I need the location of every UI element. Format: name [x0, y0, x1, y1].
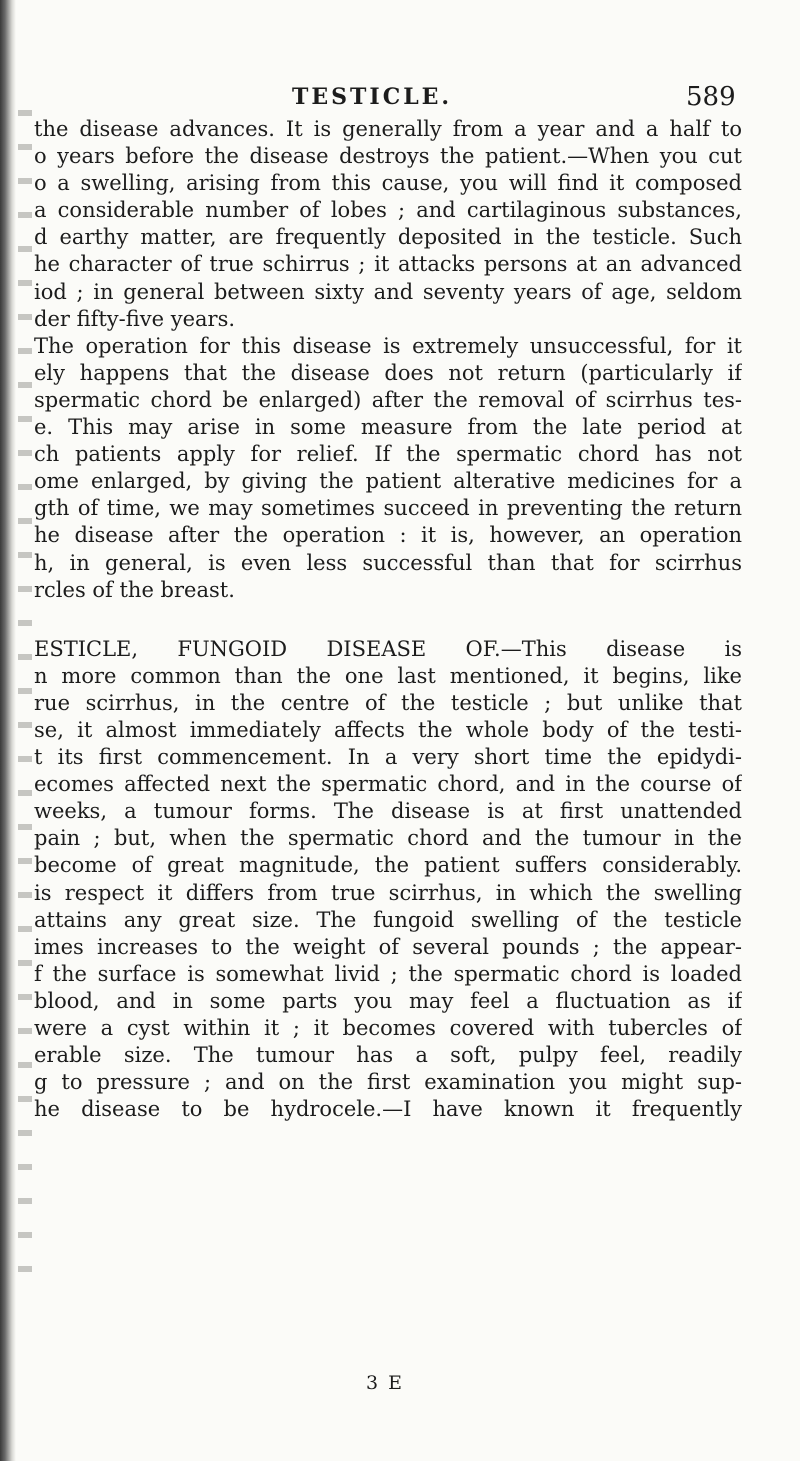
page-number: 589: [686, 82, 736, 112]
text-line: ecomes affected next the spermatic chord, and in the course of: [34, 772, 742, 797]
text-line: become of great magnitude, the patient suffers considerably.: [34, 853, 742, 878]
text-line: g to pressure ; and on the first examination you might sup-: [34, 1070, 742, 1095]
text-line: attains any great size. The fungoid swelling of the testicle: [34, 907, 742, 932]
text-line: iod ; in general between sixty and seventy years of age, seldom: [34, 279, 742, 304]
text-line: ely happens that the disease does not return (particularly if: [34, 360, 742, 385]
text-line: he disease after the operation : it is, however, an operation: [34, 523, 742, 548]
text-line: he character of true schirrus ; it attacks persons at an advanced: [34, 252, 742, 277]
text-line: n more common than the one last mentioned, it begins, like: [34, 663, 742, 688]
text-line: gth of time, we may sometimes succeed in preventing the return: [34, 496, 742, 521]
text-line: weeks, a tumour forms. The disease is at first unattended: [34, 799, 742, 824]
text-line: were a cyst within it ; it becomes covered with tubercles of: [34, 1016, 742, 1040]
text-line: a considerable number of lobes ; and cartilaginous substances,: [34, 198, 742, 223]
gutter-shadow-marks: [18, 110, 32, 1290]
text-line: rue scirrhus, in the centre of the testicle ; but unlike that: [34, 690, 742, 715]
section-gap: [34, 604, 742, 636]
signature-mark: 3 E: [366, 1372, 404, 1394]
running-head-title: TESTICLE.: [292, 84, 453, 110]
text-line: der fifty-five years.: [34, 306, 236, 331]
text-line: blood, and in some parts you may feel a fluctuation as if: [34, 988, 742, 1013]
text-line: o a swelling, arising from this cause, you will find it composed: [34, 171, 742, 196]
running-head: [0, 82, 800, 118]
paragraph-3: [34, 636, 742, 1124]
text-line: t its first commencement. In a very short time the epidydi-: [34, 745, 742, 770]
text-line: se, it almost immediately affects the whole body of the testi-: [34, 717, 742, 742]
paragraph-2: [34, 333, 742, 604]
text-line: f the surface is somewhat livid ; the spermatic chord is loaded: [34, 961, 742, 986]
text-line: d earthy matter, are frequently deposited in the testicle. Such: [34, 225, 742, 250]
paragraph-1: [34, 116, 742, 333]
book-gutter-edge: [0, 0, 16, 1461]
text-line: o years before the disease destroys the patient.—When you cut: [34, 144, 742, 169]
text-line: h, in general, is even less successful than that for scirrhus: [34, 550, 742, 575]
text-line: imes increases to the weight of several pounds ; the appear-: [34, 934, 742, 959]
text-line: ch patients apply for relief. If the spermatic chord has not: [34, 442, 742, 467]
text-line: The operation for this disease is extremely unsuccessful, for it: [34, 333, 742, 358]
text-line: ome enlarged, by giving the patient alterative medicines for a: [34, 469, 742, 494]
text-line: spermatic chord be enlarged) after the removal of scirrhus tes-: [34, 387, 742, 412]
text-line: pain ; but, when the spermatic chord and the tumour in the: [34, 826, 742, 851]
text-line: e. This may arise in some measure from the late period at: [34, 415, 742, 440]
text-line: erable size. The tumour has a soft, pulpy feel, readily: [34, 1043, 742, 1068]
section-heading-line: ESTICLE, FUNGOID DISEASE OF.—This disease is: [34, 636, 742, 661]
body-text: [34, 116, 742, 1123]
text-line: the disease advances. It is generally from a year and a half to: [34, 117, 742, 141]
text-line: he disease to be hydrocele.—I have known it frequently: [34, 1097, 742, 1122]
text-line: rcles of the breast.: [34, 577, 235, 602]
text-line: is respect it differs from true scirrhus, in which the swelling: [34, 880, 742, 905]
